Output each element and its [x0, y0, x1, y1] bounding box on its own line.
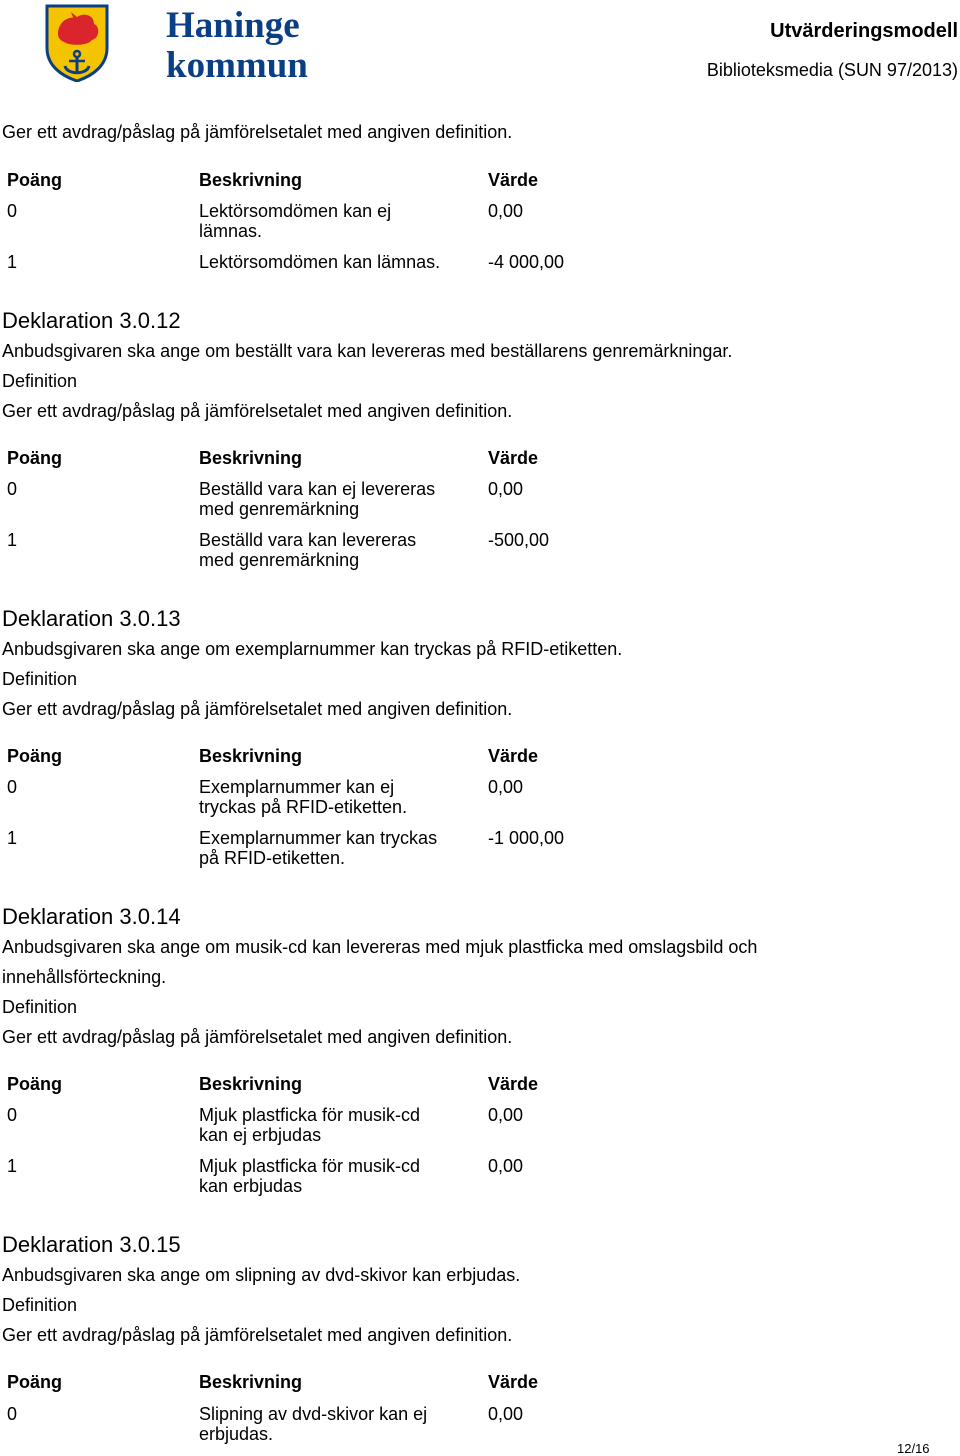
row-beskrivning: Beställd vara kan levereras med genremärkning	[199, 530, 417, 570]
row-beskrivning: Exemplarnummer kan tryckas på RFID-etiketten.	[199, 828, 438, 868]
declaration-title: Deklaration 3.0.12	[2, 308, 181, 333]
declaration-text: Anbudsgivaren ska ange om slipning av dvd-skivor kan erbjudas.	[2, 1265, 521, 1285]
row-varde: -1 000,00	[488, 828, 565, 848]
definition-label: Definition	[2, 669, 78, 689]
header-varde: Värde	[488, 746, 539, 766]
header-beskrivning: Beskrivning	[199, 448, 303, 468]
row-varde: -4 000,00	[488, 252, 565, 272]
definition-label: Definition	[2, 371, 78, 391]
header-varde: Värde	[488, 1372, 539, 1392]
row-poang: 1	[7, 828, 18, 848]
row-poang: 0	[7, 1404, 18, 1424]
header-poang: Poäng	[7, 1074, 63, 1094]
logo-wordmark	[166, 6, 308, 86]
row-beskrivning: Lektörsomdömen kan ej lämnas.	[199, 201, 392, 241]
row-poang: 0	[7, 201, 18, 221]
declaration-text-line-1: Anbudsgivaren ska ange om musik-cd kan levereras med mjuk plastficka med omslagsbild och	[2, 937, 758, 957]
row-poang: 0	[7, 479, 18, 499]
declaration-title: Deklaration 3.0.14	[2, 904, 181, 929]
row-poang: 1	[7, 252, 18, 272]
definition-label: Definition	[2, 997, 78, 1017]
row-beskrivning: Mjuk plastficka för musik-cd kan erbjudas	[199, 1156, 421, 1196]
row-poang: 0	[7, 1105, 18, 1125]
header-beskrivning: Beskrivning	[199, 170, 303, 190]
declaration-text: Anbudsgivaren ska ange om exemplarnummer kan tryckas på RFID-etiketten.	[2, 639, 623, 659]
row-beskrivning: Mjuk plastficka för musik-cd kan ej erbjudas	[199, 1105, 421, 1145]
row-varde: -500,00	[488, 530, 550, 550]
row-beskrivning: Exemplarnummer kan ej tryckas på RFID-etiketten.	[199, 777, 408, 817]
header-beskrivning: Beskrivning	[199, 746, 303, 766]
header-poang: Poäng	[7, 1372, 63, 1392]
definition-text: Ger ett avdrag/påslag på jämförelsetalet med angiven definition.	[2, 401, 513, 421]
row-varde: 0,00	[488, 777, 524, 797]
row-beskrivning: Slipning av dvd-skivor kan ej erbjudas.	[199, 1404, 428, 1444]
declaration-text-line-2: innehållsförteckning.	[2, 967, 167, 987]
header-poang: Poäng	[7, 746, 63, 766]
document-subtitle: Biblioteksmedia (SUN 97/2013)	[706, 60, 958, 80]
row-varde: 0,00	[488, 1105, 524, 1125]
logo-line-1: Haninge	[166, 5, 300, 46]
row-beskrivning: Beställd vara kan ej levereras med genremärkning	[199, 479, 436, 519]
coat-of-arms-icon	[44, 4, 110, 82]
page-number: 12/16	[897, 1441, 930, 1456]
row-varde: 0,00	[488, 201, 524, 221]
logo-line-2: kommun	[166, 45, 308, 86]
header-varde: Värde	[488, 170, 539, 190]
declaration-title: Deklaration 3.0.13	[2, 606, 181, 631]
row-poang: 1	[7, 530, 18, 550]
header-poang: Poäng	[7, 448, 63, 468]
page-header	[0, 0, 960, 100]
row-varde: 0,00	[488, 1404, 524, 1424]
header-varde: Värde	[488, 1074, 539, 1094]
row-poang: 0	[7, 777, 18, 797]
row-varde: 0,00	[488, 1156, 524, 1176]
declaration-title: Deklaration 3.0.15	[2, 1232, 181, 1257]
haninge-kommun-logo	[44, 4, 308, 86]
definition-text: Ger ett avdrag/påslag på jämförelsetalet med angiven definition.	[2, 1027, 513, 1047]
row-beskrivning: Lektörsomdömen kan lämnas.	[199, 252, 441, 272]
header-beskrivning: Beskrivning	[199, 1074, 303, 1094]
definition-text: Ger ett avdrag/påslag på jämförelsetalet med angiven definition.	[2, 699, 513, 719]
declaration-text: Anbudsgivaren ska ange om beställt vara kan levereras med beställarens genremärkningar.	[2, 341, 733, 361]
definition-label: Definition	[2, 1295, 78, 1315]
row-poang: 1	[7, 1156, 18, 1176]
row-varde: 0,00	[488, 479, 524, 499]
header-varde: Värde	[488, 448, 539, 468]
definition-text: Ger ett avdrag/påslag på jämförelsetalet med angiven definition.	[2, 122, 513, 142]
document-title: Utvärderingsmodell	[770, 20, 958, 42]
definition-text: Ger ett avdrag/påslag på jämförelsetalet med angiven definition.	[2, 1325, 513, 1345]
header-poang: Poäng	[7, 170, 63, 190]
header-beskrivning: Beskrivning	[199, 1372, 303, 1392]
